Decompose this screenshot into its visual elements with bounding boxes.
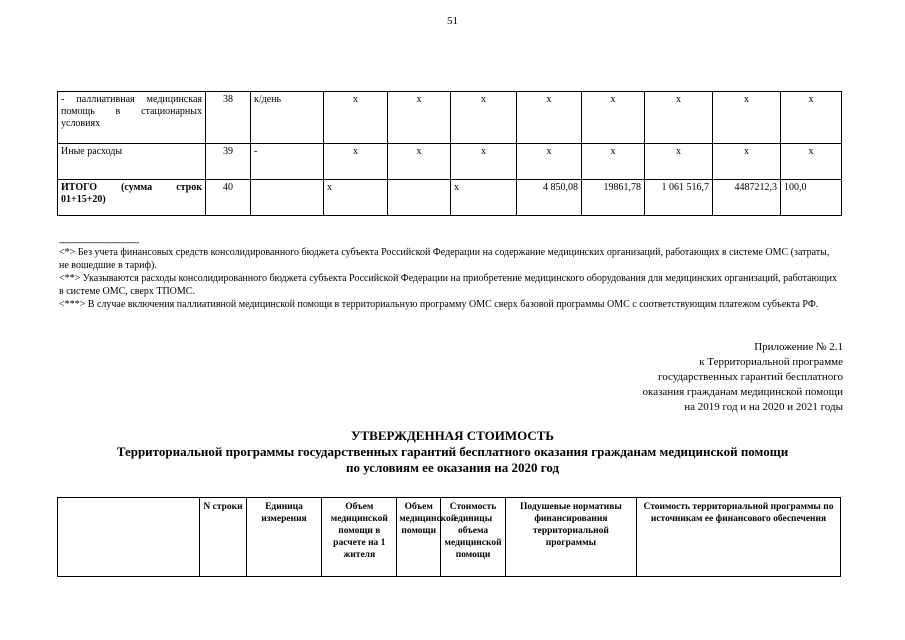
row-name-cell: ИТОГО (сумма строк 01+15+20) — [58, 180, 206, 216]
document-title — [40, 428, 865, 476]
line-number-cell: 40 — [206, 180, 251, 216]
value-cell: х — [451, 180, 517, 216]
value-cell: х — [324, 180, 388, 216]
table-row — [58, 92, 842, 144]
unit-cell — [251, 180, 324, 216]
value-cell: 100,0 — [781, 180, 842, 216]
header-row — [58, 498, 841, 577]
row-name-cell: Иные расходы — [58, 144, 206, 180]
appendix-line: к Территориальной программе — [699, 356, 843, 368]
header-cell: Стоимость единицы объема медицинской помощи — [441, 498, 506, 577]
footnote-rule: -------------------------------- — [59, 237, 139, 247]
footnote: <*> Без учета финансовых средств консолидированного бюджета субъекта Российской Федерации на содержание медицинских организаций, работающих в системе ОМС (затраты, не вошедшие в тариф). — [59, 247, 830, 271]
footnotes — [59, 246, 841, 311]
value-cell: х — [582, 92, 645, 144]
title-line: УТВЕРЖДЕННАЯ СТОИМОСТЬ — [350, 428, 555, 443]
value-cell: 4487212,3 — [713, 180, 781, 216]
appendix-line: государственных гарантий бесплатного — [657, 371, 843, 383]
footnote: <***> В случае включения паллиативной медицинской помощи в территориальную программу ОМС сверх базовой программы ОМС с соответствующим платежом субъекта РФ. — [59, 299, 819, 310]
appendix-line: на 2019 год и на 2020 и 2021 годы — [684, 401, 843, 413]
value-cell: х — [324, 144, 388, 180]
header-cell: Единица измерения — [246, 498, 322, 577]
value-cell: х — [324, 92, 388, 144]
unit-cell: - — [251, 144, 324, 180]
value-cell: 19861,78 — [582, 180, 645, 216]
value-cell: х — [645, 144, 713, 180]
header-cell: N строки — [200, 498, 246, 577]
header-cell: Объем медицинской помощи в расчете на 1 жителя — [322, 498, 397, 577]
line-number-cell: 39 — [206, 144, 251, 180]
value-cell: х — [781, 92, 842, 144]
row-name-cell: - паллиативная медицинская помощь в стационарных условиях — [58, 92, 206, 144]
header-cell — [58, 498, 200, 577]
approved-cost-table-header — [57, 497, 841, 577]
footnote: <**> Указываются расходы консолидированного бюджета субъекта Российской Федерации на приобретение медицинского оборудования для медицинских организаций, работающих в системе ОМС, сверх ТПОМС. — [59, 273, 837, 297]
table-row — [58, 144, 842, 180]
value-cell: 4 850,08 — [517, 180, 582, 216]
value-cell — [388, 180, 451, 216]
value-cell: х — [582, 144, 645, 180]
unit-cell: к/день — [251, 92, 324, 144]
header-cell: Подушевые нормативы финансирования территориальной программы — [505, 498, 636, 577]
header-cell: Объем медицинской помощи — [397, 498, 441, 577]
cost-table-continuation — [57, 91, 842, 216]
table-row — [58, 180, 842, 216]
appendix-line: Приложение № 2.1 — [754, 341, 843, 353]
value-cell: х — [781, 144, 842, 180]
value-cell: х — [388, 92, 451, 144]
value-cell: х — [451, 92, 517, 144]
value-cell: х — [388, 144, 451, 180]
value-cell: х — [451, 144, 517, 180]
value-cell: х — [517, 92, 582, 144]
header-cell: Стоимость территориальной программы по источникам ее финансового обеспечения — [637, 498, 841, 577]
value-cell: 1 061 516,7 — [645, 180, 713, 216]
value-cell: х — [713, 144, 781, 180]
appendix-line: оказания гражданам медицинской помощи — [642, 386, 843, 398]
appendix-reference — [643, 340, 843, 415]
page-number: 51 — [447, 15, 458, 27]
line-number-cell: 38 — [206, 92, 251, 144]
title-line: Территориальной программы государственных гарантий бесплатного оказания гражданам медицинской помощи — [116, 444, 789, 459]
value-cell: х — [517, 144, 582, 180]
value-cell: х — [645, 92, 713, 144]
value-cell: х — [713, 92, 781, 144]
title-line: по условиям ее оказания на 2020 год — [345, 460, 560, 475]
